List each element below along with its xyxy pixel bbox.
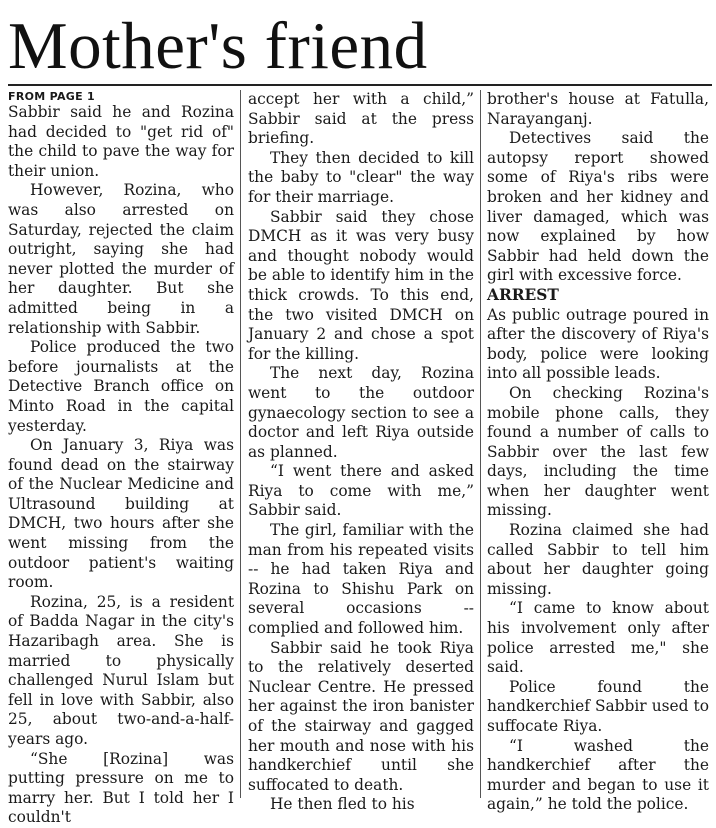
column-1	[8, 90, 234, 828]
paragraph: “I went there and asked Riya to come with me,” Sabbir said.	[248, 462, 474, 520]
paragraph: Detectives said the autopsy report showed some of Riya's ribs were broken and her kidney and liver damaged, which was now explained by how Sabbir had held down the girl with excessive force.	[487, 129, 709, 285]
paragraph: Sabbir said he and Rozina had decided to "get rid of" the child to pave the way for their union.	[8, 103, 234, 180]
paragraph: On January 3, Riya was found dead on the stairway of the Nuclear Medicine and Ultrasound building at DMCH, two hours after she went missing from the outdoor patient's waiting room.	[8, 436, 234, 592]
column-3	[487, 90, 709, 815]
paragraph: On checking Rozina's mobile phone calls, they found a number of calls to Sabbir over the last few days, including the time when her daughter went missing.	[487, 383, 709, 520]
paragraph: “She [Rozina] was putting pressure on me to marry her. But I told her I couldn't	[8, 749, 234, 827]
paragraph: Sabbir said they chose DMCH as it was very busy and thought nobody would be able to identify him in the thick crowds. To this end, the two visited DMCH on January 2 and chose a spot for the killing.	[248, 207, 474, 363]
paragraph: The next day, Rozina went to the outdoor gynaecology section to see a doctor and left Riya outside as planned.	[248, 364, 474, 461]
paragraph: He then fled to his	[270, 795, 415, 814]
column-2	[248, 90, 474, 815]
subhead: ARREST	[487, 285, 559, 304]
column-divider	[240, 90, 241, 798]
headline-rule	[8, 84, 712, 86]
paragraph: The girl, familiar with the man from his repeated visits -- he had taken Riya and Rozina to Shishu Park on several occasions -- complied and followed him.	[248, 521, 474, 638]
headline: Mother's friend	[8, 9, 428, 83]
paragraph: Rozina claimed she had called Sabbir to tell him about her daughter going missing.	[487, 521, 709, 598]
column-divider	[480, 90, 481, 798]
paragraph: Rozina, 25, is a resident of Badda Nagar in the city's Hazaribagh area. She is married to physically challenged Nurul Islam but fell in love with Sabbir, also 25, about two-and-a-half-years ago.	[8, 592, 234, 748]
paragraph: Police produced the two before journalists at the Detective Branch office on Minto Road in the capital yesterday.	[8, 338, 234, 435]
paragraph: As public outrage poured in after the discovery of Riya's body, police were looking into all possible leads.	[487, 305, 709, 383]
paragraph: Sabbir said he took Riya to the relatively deserted Nuclear Centre. He pressed her against the iron banister of the stairway and gagged her mouth and nose with his handkerchief until she suffocated to death.	[248, 638, 474, 794]
paragraph: accept her with a child,” Sabbir said at the press briefing.	[248, 90, 474, 148]
paragraph: “I washed the handkerchief after the murder and began to use it again,” he told the police.	[487, 736, 709, 814]
paragraph: brother's house at Fatulla, Narayanganj.	[487, 90, 709, 128]
kicker: FROM PAGE 1	[8, 90, 96, 103]
paragraph: “I came to know about his involvement only after police arrested me," she said.	[487, 599, 709, 677]
paragraph: They then decided to kill the baby to "clear" the way for their marriage.	[248, 148, 474, 206]
paragraph: Police found the handkerchief Sabbir used to suffocate Riya.	[487, 677, 709, 735]
paragraph: However, Rozina, who was also arrested on Saturday, rejected the claim outright, saying she had never plotted the murder of her daughter. But she admitted being in a relationship with Sabbir.	[8, 181, 234, 337]
